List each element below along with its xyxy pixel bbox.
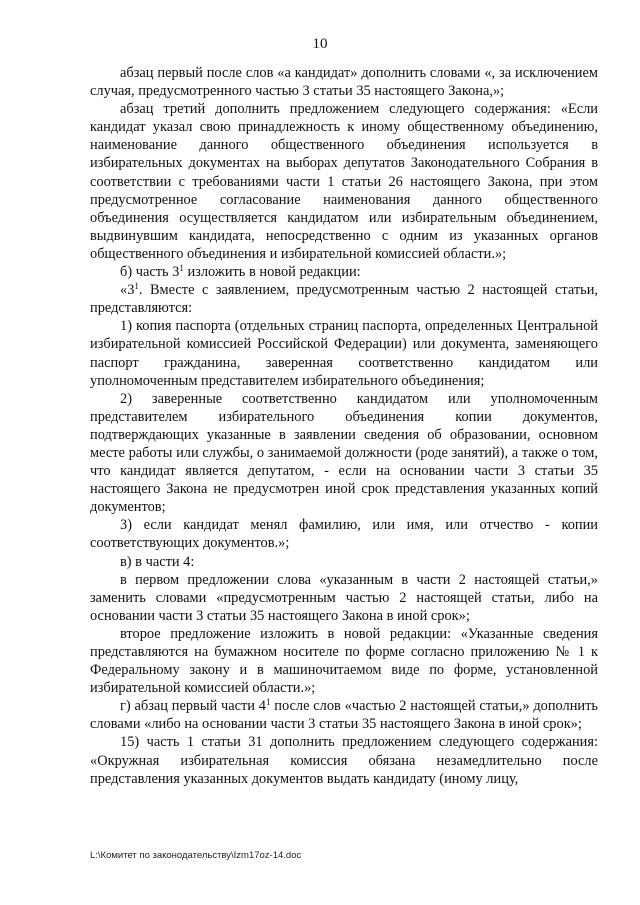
paragraph-4 xyxy=(90,281,598,317)
paragraph-11-tail: после слов «частью 2 настоящей статьи,» дополнить словами «либо на основании части 3 статьи 35 настоящего Закона в иной срок»; xyxy=(90,698,598,733)
superscript-index: 1 xyxy=(134,281,139,292)
paragraph-6: 2) заверенные соответственно кандидатом или уполномоченным представителем избирательного объединения копии документов, подтверждающих указанные в заявлении сведения об образовании, основном месте работы или службы, о занимаемой должности (роде занятий), а также о том, что кандидат является депутатом, - если на основании части 3 статьи 35 настоящего Закона не предусмотрен иной срок представления указанных копий документов; xyxy=(90,390,598,516)
paragraph-3-text: б) часть 3 xyxy=(120,264,180,281)
paragraph-12: 15) часть 1 статьи 31 дополнить предложением следующего содержания: «Окружная избирательная комиссия обязана незамедлительно после представления указанных документов выдать кандидату (иному лицу, xyxy=(90,734,598,787)
paragraph-10: второе предложение изложить в новой редакции: «Указанные сведения представляются на бумажном носителе по форме согласно приложению № 1 к Федеральному закону и в машиночитаемом виде по форме, установленной избирательной комиссией области.»; xyxy=(90,625,598,697)
page-number: 10 xyxy=(312,36,328,52)
superscript-index: 1 xyxy=(179,263,184,274)
document-body xyxy=(90,64,598,788)
superscript-index: 1 xyxy=(266,697,271,708)
paragraph-2: абзац третий дополнить предложением следующего содержания: «Если кандидат указал свою принадлежность к иному общественному объединению, наименование данного общественного объединения используется в избирательных документах на выборах депутатов Законодательного Собрания в соответствии с требованиями части 1 статьи 26 настоящего Закона, при этом предусмотренное согласование наименования данного общественного объединения осуществляется кандидатом или избирательным объединением, выдвинувшим кандидата, непосредственно с одним из указанных органов общественного объединения и избирательной комиссией области.»; xyxy=(90,101,598,262)
paragraph-3-tail: изложить в новой редакции: xyxy=(183,264,361,281)
paragraph-11-text: г) абзац первый части 4 xyxy=(120,698,266,715)
paragraph-1: абзац первый после слов «а кандидат» дополнить словами «, за исключением случая, предусмотренного частью 3 статьи 35 настоящего Закона,»; xyxy=(90,65,598,100)
footer-file-path: L:\Комитет по законодательству\Izm17oz-14.doc xyxy=(90,850,302,861)
paragraph-5: 1) копия паспорта (отдельных страниц паспорта, определенных Центральной избирательной комиссией Российской Федерации) или документа, заменяющего паспорт гражданина, заверенная соответственно кандидатом или уполномоченным представителем избирательного объединения; xyxy=(90,318,598,389)
paragraph-4-tail: . Вместе с заявлением, предусмотренным частью 2 настоящей статьи, представляются: xyxy=(90,282,598,317)
paragraph-3 xyxy=(90,263,598,281)
paragraph-8: в) в части 4: xyxy=(120,553,195,570)
paragraph-9: в первом предложении слова «указанным в части 2 настоящей статьи,» заменить словами «предусмотренным частью 2 настоящей статьи, либо на основании части 3 статьи 35 настоящего Закона в иной срок»; xyxy=(90,571,598,624)
paragraph-4-text: «3 xyxy=(120,282,135,299)
paragraph-11 xyxy=(90,697,598,733)
paragraph-7: 3) если кандидат менял фамилию, или имя, или отчество - копии соответствующих документов.»; xyxy=(90,517,598,552)
